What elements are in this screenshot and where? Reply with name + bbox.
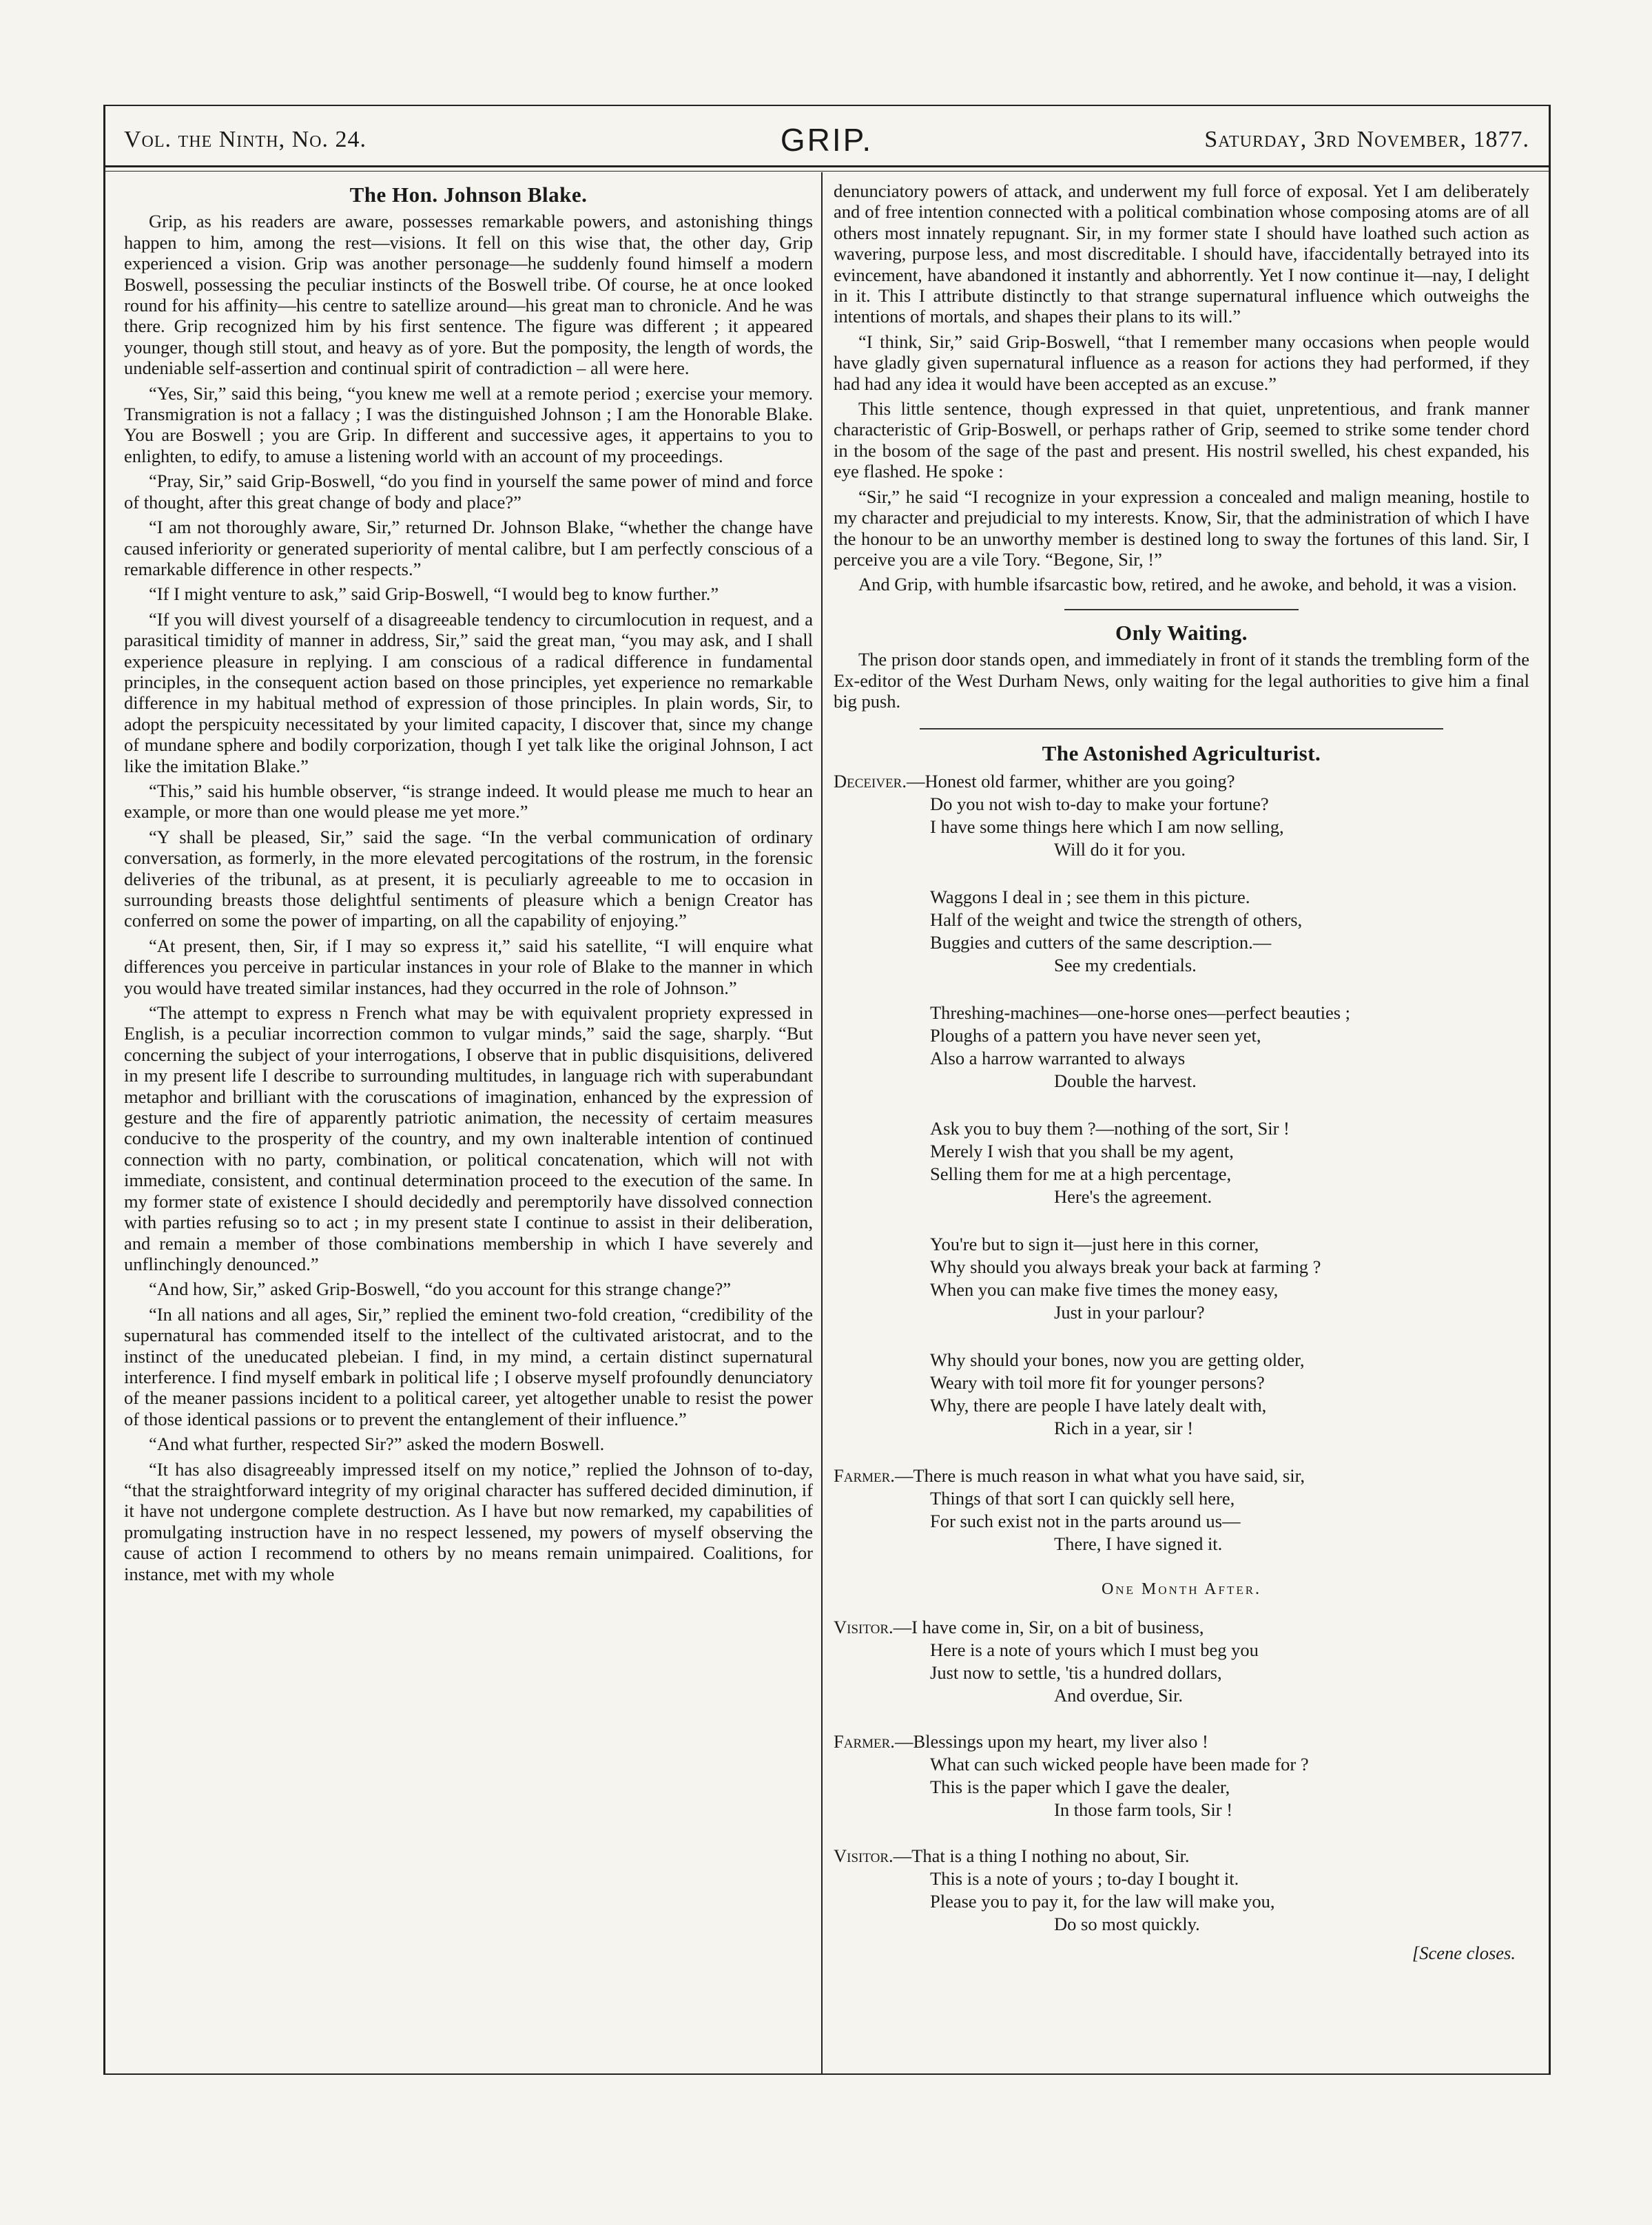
scene-closes: [Scene closes. [1412,1943,1516,1964]
poem-stanza-farmer [834,1465,1529,1555]
volume-number: Vol. the Ninth, No. 24. [124,127,366,152]
paragraph: “In all nations and all ages, Sir,” replied the eminent two-fold creation, “credibility of the supernatural has commended itself to the intellect of the cultivated aristocrat, and to the instinct of the uneducated plebeian. I find, in my mind, a certain distinct supernatural interference. I find myself embark in political life ; I observe myself profoundly denunciatory of the meaner passions incident to a political career, yet altogether unable to resist the power of those identical passions or to prevent the entanglement of their influence.” [124,1303,813,1429]
verse-line: Please you to pay it, for the law will make you, [930,1891,1275,1912]
verse-line: Half of the weight and twice the strength of others, [930,909,1303,930]
verse-line: This is the paper which I gave the dealer, [930,1777,1230,1798]
paragraph: And Grip, with humble ifsarcastic bow, retired, and he awoke, and behold, it was a vision. [858,574,1517,595]
verse-line: There, I have signed it. [1054,1533,1223,1554]
verse-line: Buggies and cutters of the same description.— [930,931,1272,953]
verse-line: Farmer.—There is much reason in what what you have said, sir, [834,1465,1305,1486]
poem-stanza-farmer [834,1730,1529,1821]
poem-stanza [834,1233,1529,1324]
verse-line: See my credentials. [1054,954,1197,975]
verse-line: I have some things here which I am now selling, [930,816,1284,837]
verse-line: Waggons I deal in ; see them in this picture. [930,886,1250,907]
verse-line: Things of that sort I can quickly sell here, [930,1487,1235,1509]
left-border [103,105,105,2075]
poem-stanza [834,1002,1529,1093]
verse-line: When you can make five times the money easy, [930,1279,1279,1300]
paragraph: “At present, then, Sir, if I may so express it,” said his satellite, “I will enquire what differences you perceive in particular instances in your role of Blake to the manner in which you would have treated similar instances, had they occurred in the role of Johnson.” [124,935,813,998]
verse-line: Do so most quickly. [1054,1914,1200,1935]
paragraph: Grip, as his readers are aware, possesses remarkable powers, and astonishing things happen to him, among the rest—visions. It fell on this wise that, the other day, Grip experienced a vision. Grip was another personage—he suddenly found himself a modern Boswell, possessing the peculiar instincts of the Boswell tribe. Of course, he at once looked round for his affinity—his centre to satellize around—his great man to chronicle. And he was there. Grip recognized him by his first sentence. The figure was different ; it appeared younger, though still stout, and heavy as of yore. But the pomposity, the length of words, the undeniable self-assertion and continual spirit of contradiction – all were here. [124,211,813,379]
paragraph: “The attempt to express n French what may be with equivalent propriety expressed in English, is a peculiar incorrection common to vulgar minds,” said the sage, sharply. “But concerning the subject of your interrogations, I observe that in public disquisitions, delivered in my present life I describe to surrounding multitudes, in language rich with superabundant metaphor and brilliant with the coruscations of imagination, enhanced by the expression of gesture and the fire of apparently patriotic animation, the necessity of certaim measures conducive to the prosperity of the country, and my own inalterable intention of continued connection with no party, combination, or political concatenation, which will not with immediate, consistent, and continual determination proceed to the execution of the same. In my former state of existence I should decidedly and peremptorily have dissolved connection with parties refusing so to act ; in my present state I continue to assist in their deliberation, and remain a member of those combinations membership in which I have severely and unflinchingly denounced.” [124,1002,813,1274]
paragraph: “If you will divest yourself of a disagreeable tendency to circumlocution in request, and a parasitical timidity of manner in address, Sir,” said the great man, “you may ask, and I shall experience pleasure in replying. I am conscious of a radical difference in fundamental principles, in the consequent action based on those principles, yet experience no remarkable difference in my habitual method of expression of those principles. In plain words, Sir, to adopt the perspicuity necessitated by your limited capacity, I discover that, since my change of mundane sphere and bodily corporization, though I yet talk like the original Johnson, I act like the imitation Blake.” [124,608,813,776]
masthead: GRIP. [780,122,874,158]
poem-stanza-visitor [834,1845,1529,1936]
verse-line: Visitor.—That is a thing I nothing no about, Sir. [834,1845,1190,1867]
paragraph: “I am not thoroughly aware, Sir,” returned Dr. Johnson Blake, “whether the change have caused inferiority or generated superiority of mental calibre, but I am perfectly conscious of a remarkable difference in other respects.” [124,517,813,579]
poem-stanza [834,1349,1529,1440]
paragraph: “Yes, Sir,” said this being, “you knew me well at a remote period ; exercise your memory. Transmigration is not a fallacy ; I was the distinguished Johnson ; I am the Honorable Blake. You are Boswell ; you are Grip. In different and successive ages, it appertains to you to enlighten, to edify, to amuse a listening world with an account of my proceedings. [124,382,813,466]
speaker-name: Visitor. [834,1617,894,1638]
section-divider [920,728,1443,729]
verse-line: Double the harvest. [1054,1070,1197,1091]
speaker-name: Farmer. [834,1731,895,1752]
verse-line: In those farm tools, Sir ! [1054,1799,1233,1821]
poem-stanza [834,1117,1529,1208]
verse-line: This is a note of yours ; to-day I bought it. [930,1868,1239,1890]
speaker-name: Visitor. [834,1845,894,1867]
paragraph: “And what further, respected Sir?” asked the modern Boswell. [149,1434,605,1455]
article-title-astonished-agriculturist: The Astonished Agriculturist. [1042,741,1321,766]
paragraph: The prison door stands open, and immediately in front of it stands the trembling form of the Ex-editor of the West Durham News, only waiting for the legal authorities to give him a final big push. [834,649,1529,712]
right-column [834,180,1529,2073]
paragraph: “Pray, Sir,” said Grip-Boswell, “do you find in yourself the same power of mind and force of thought, after this great change of body and place?” [124,470,813,513]
paragraph: “I think, Sir,” said Grip-Boswell, “that I remember many occasions when people would have gladly given supernatural influence as a reason for actions they had performed, if they had had any idea it would have been accepted as an excuse.” [834,331,1529,394]
verse-line: Why should your bones, now you are getting older, [930,1349,1305,1370]
interlude-label: One Month After. [1101,1580,1262,1598]
verse-line: Here is a note of yours which I must beg you [930,1639,1259,1661]
paragraph: This little sentence, though expressed in that quiet, unpretentious, and frank manner characteristic of Grip-Boswell, or perhaps rather of Grip, seemed to strike some tender chord in the bosom of the sage of the past and present. His nostril swelled, his chest expanded, his eye flashed. He spoke : [834,398,1529,482]
verse-line: Farmer.—Blessings upon my heart, my liver also ! [834,1731,1208,1752]
verse-line: Ploughs of a pattern you have never seen yet, [930,1024,1261,1046]
verse-line: Threshing-machines—one-horse ones—perfect beauties ; [930,1002,1351,1023]
verse-line: Also a harrow warranted to always [930,1047,1186,1068]
verse-line: Why, there are people I have lately dealt with, [930,1394,1267,1416]
verse-line: Weary with toil more fit for younger persons? [930,1372,1265,1393]
verse-line: Selling them for me at a high percentage, [930,1163,1232,1184]
verse-line: Merely I wish that you shall be my agent, [930,1140,1234,1161]
verse-line: Just in your parlour? [1054,1301,1205,1323]
verse-line: Rich in a year, sir ! [1054,1417,1194,1438]
section-divider [1064,609,1299,610]
verse-line: What can such wicked people have been made for ? [930,1754,1309,1775]
paragraph: “And how, Sir,” asked Grip-Boswell, “do you account for this strange change?” [149,1279,731,1300]
header-rule-thin [103,171,1550,172]
article-title-johnson-blake: The Hon. Johnson Blake. [349,183,588,207]
article-title-only-waiting: Only Waiting. [1115,620,1248,645]
left-column [124,180,813,2073]
verse-line: Why should you always break your back at farming ? [930,1256,1321,1277]
issue-date: Saturday, 3rd November, 1877. [1204,127,1529,152]
speaker-name: Farmer. [834,1465,895,1486]
bottom-rule [103,2073,1550,2075]
header-rule [103,165,1550,167]
paragraph: “Y shall be pleased, Sir,” said the sage. “In the verbal communication of ordinary conversation, as formerly, in the more elevated percogitations of the rostrum, in the forensic deliveries of the tribunal, as at present, it is peculiarly agreeable to me to occasion in surrounding breasts those delightful sentiments of pleasure which a benign Creator has conferred on some the power of imparting, on all the capability of enjoying.” [124,826,813,931]
column-divider [821,172,823,2073]
poem-stanza [834,770,1529,861]
top-rule [103,105,1550,106]
verse-line: Deceiver.—Honest old farmer, whither are you going? [834,770,1235,791]
paragraph: “It has also disagreeably impressed itself on my notice,” replied the Johnson of to-day, “that the straightforward integrity of my original character has suffered decided diminution, if it have not undergone complete destruction. As I have but now remarked, my capabilities of promulgating instruction have in no respect lessened, my powers of myself observing the cause of action I recommend to others by no means remain unimpaired. Coalitions, for instance, met with my whole [124,1458,813,1584]
verse-line: For such exist not in the parts around us— [930,1510,1241,1531]
paragraph-continued: denunciatory powers of attack, and underwent my full force of exposal. Yet I am deliberately and of free intention connected with a political combination whose composing atoms are of all others most innately repugnant. Sir, in my former state I should have loathed such action as wavering, purpose less, and most discreditable. I should have, ifaccidentally betrayed into its evincement, have abandoned it instantly and abhorrently. Yet I now continue it—nay, I delight in it. This I attribute distinctly to that strange supernatural influence which outweighs the intentions of mortals, and shapes their plans to its will.” [834,180,1529,327]
verse-line: Just now to settle, 'tis a hundred dollars, [930,1662,1222,1684]
paragraph: “If I might venture to ask,” said Grip-Boswell, “I would beg to know further.” [149,583,719,605]
right-border [1549,105,1551,2075]
verse-line: Do you not wish to-day to make your fortune? [930,793,1269,814]
poem-stanza-visitor [834,1616,1529,1707]
paragraph: “Sir,” he said “I recognize in your expression a concealed and malign meaning, hostile to my character and prejudicial to my interests. Know, Sir, that the administration of which I have the honour to be an unworthy member is destined long to sway the fortunes of this land. Sir, I perceive you are a vile Tory. “Begone, Sir, !” [834,486,1529,570]
speaker-name: Deceiver. [834,770,907,791]
page-header [124,116,1529,164]
verse-line: Ask you to buy them ?—nothing of the sort, Sir ! [930,1117,1290,1139]
paragraph: “This,” said his humble observer, “is strange indeed. It would please me much to hear an example, or more than one would please me yet more.” [124,780,813,822]
verse-line: Here's the agreement. [1054,1186,1212,1207]
verse-line: You're but to sign it—just here in this corner, [930,1233,1259,1254]
verse-line: And overdue, Sir. [1054,1685,1183,1706]
poem-stanza [834,886,1529,977]
verse-line: Will do it for you. [1054,838,1186,860]
verse-line: Visitor.—I have come in, Sir, on a bit of business, [834,1617,1204,1638]
